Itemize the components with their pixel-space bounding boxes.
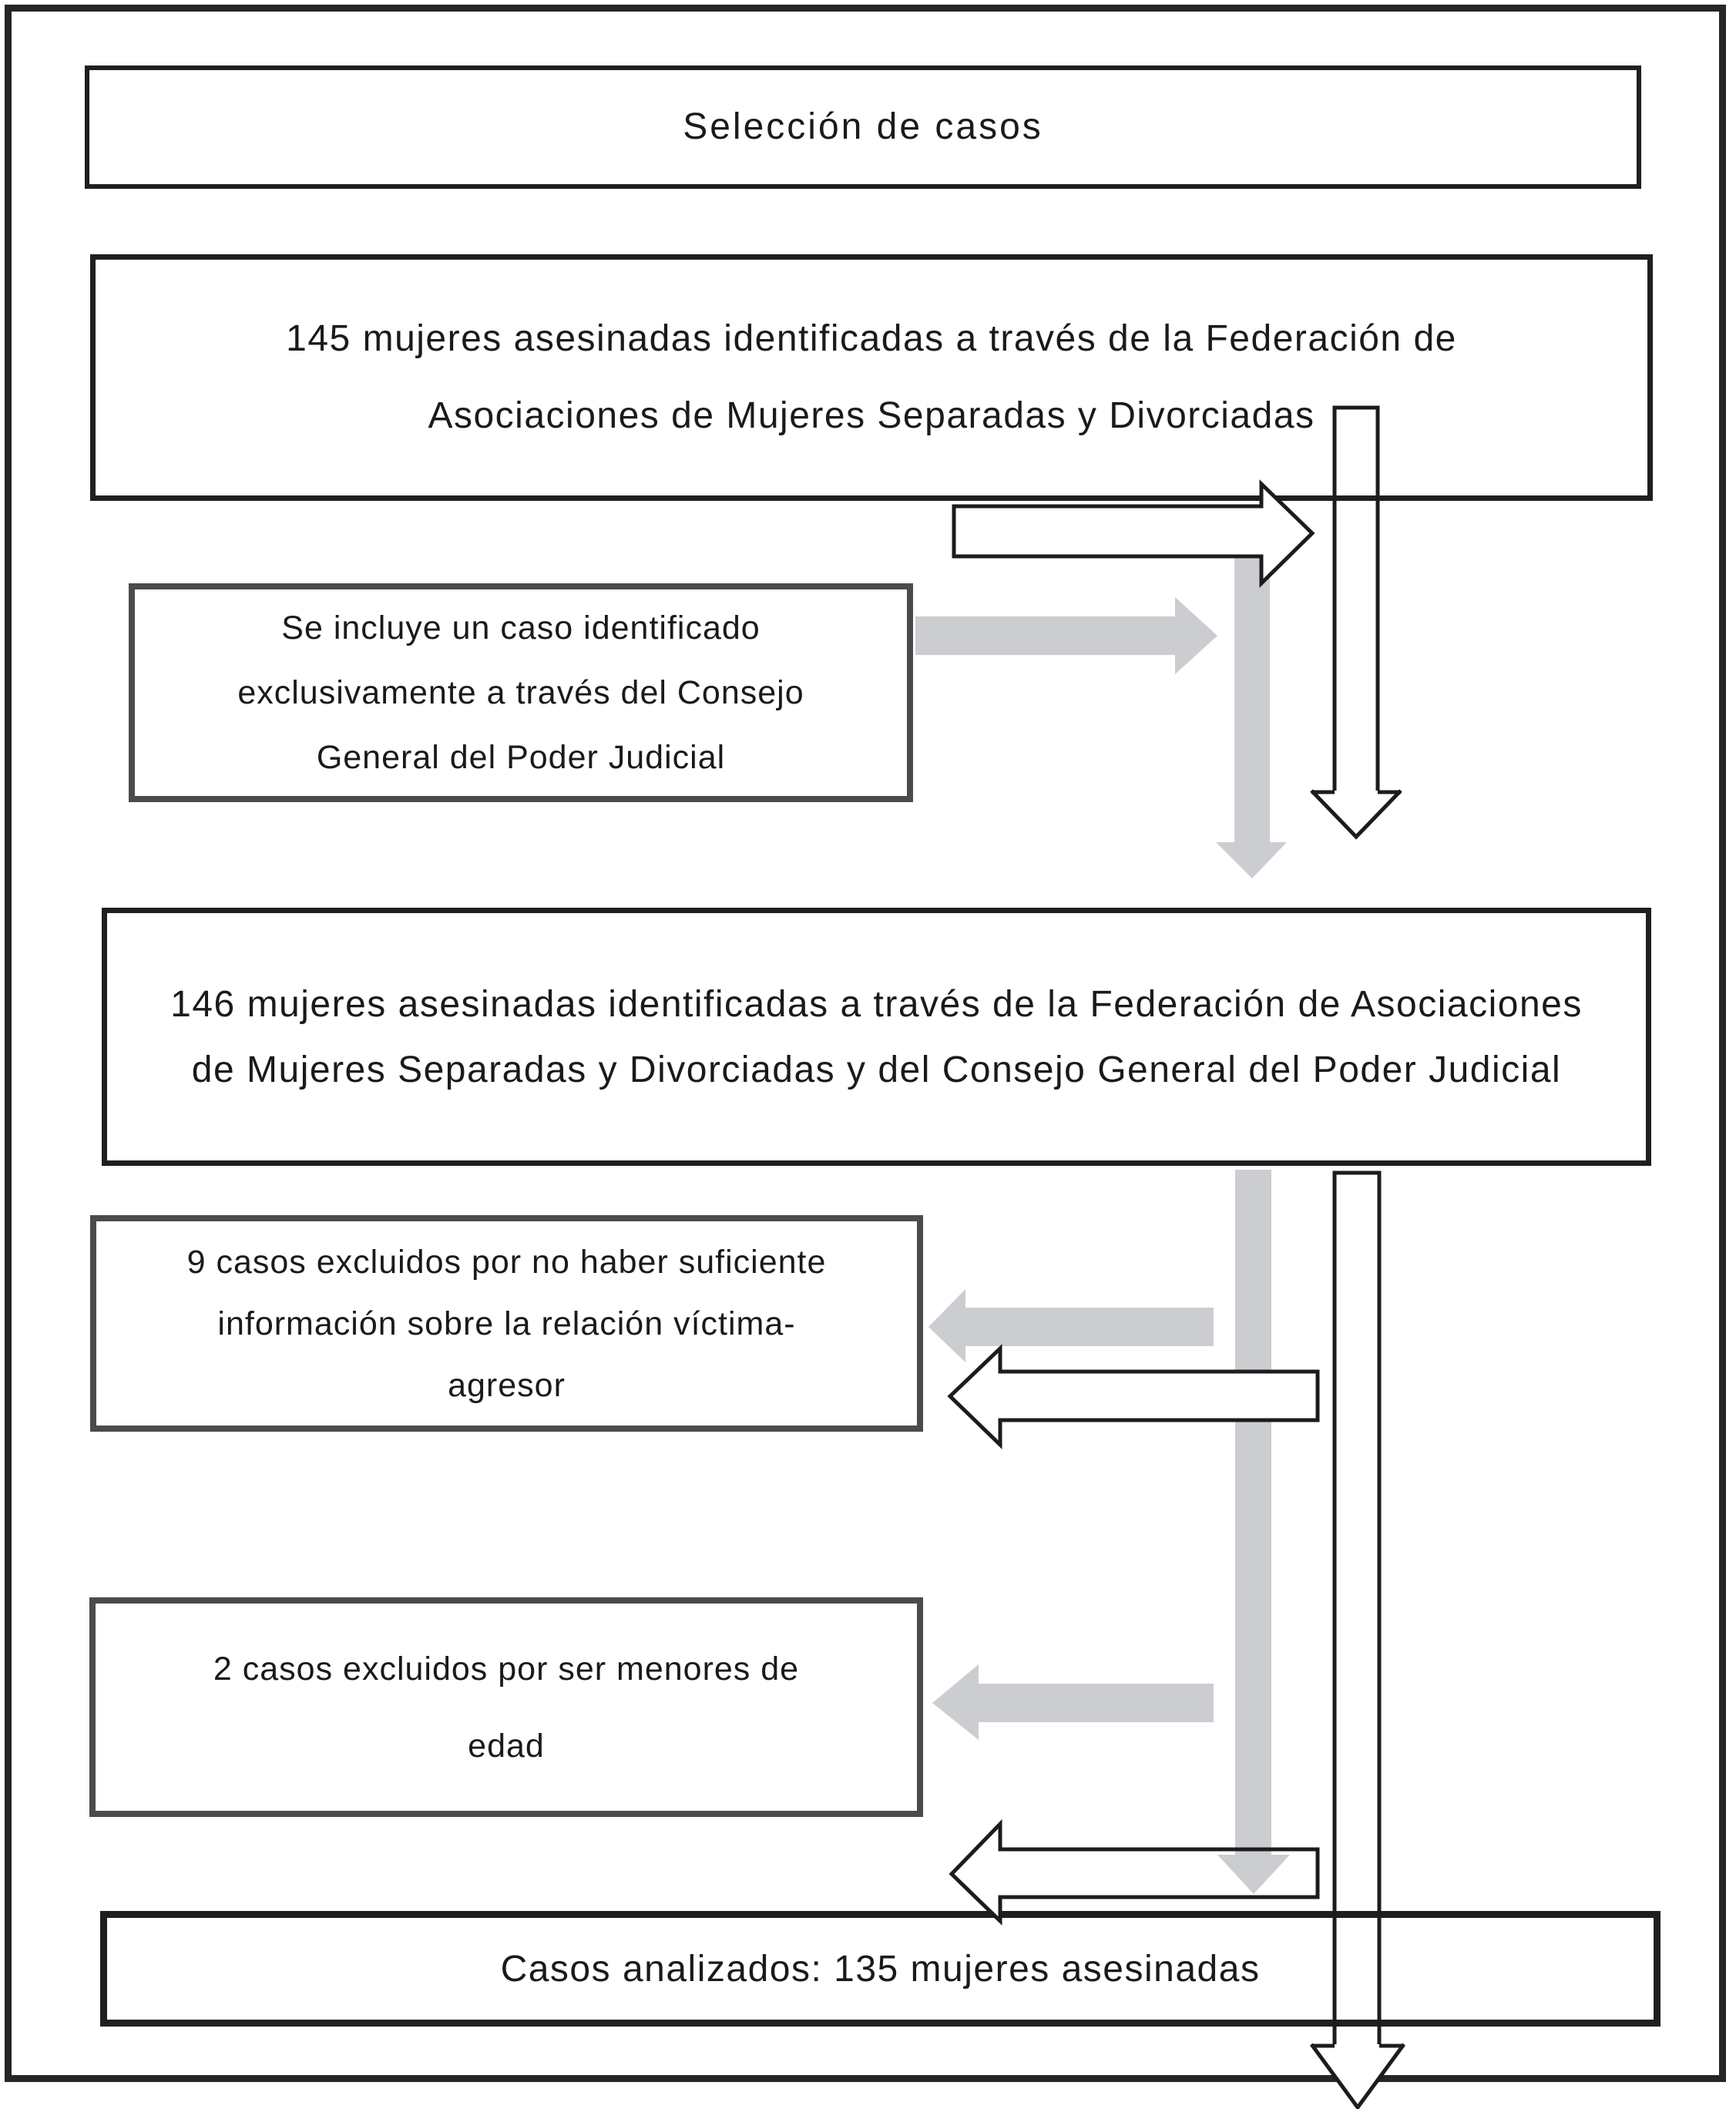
box-analizados-line-1: Casos analizados: 135 mujeres asesinadas xyxy=(500,1948,1261,1990)
box-146-line-2: de Mujeres Separadas y Divorciadas y del Consejo General del Poder Judicial xyxy=(191,1049,1562,1090)
title-box xyxy=(85,65,1641,189)
box-caso-incluido xyxy=(129,583,913,802)
box-2-line-1: 2 casos excluidos por ser menores de xyxy=(213,1650,800,1688)
box-2-excluidos xyxy=(89,1597,923,1817)
box-casos-analizados xyxy=(100,1911,1660,2027)
box-9-line-2: información sobre la relación víctima- xyxy=(217,1305,796,1342)
box-incluido-line-2: exclusivamente a través del Consejo xyxy=(237,674,804,711)
box-9-line-1: 9 casos excluidos por no haber suficiente xyxy=(186,1243,827,1281)
box-146-identificadas xyxy=(102,908,1651,1166)
box-145-line-2: Asociaciones de Mujeres Separadas y Divorciadas xyxy=(428,395,1315,436)
title-text: Selección de casos xyxy=(683,106,1043,147)
box-incluido-line-1: Se incluye un caso identificado xyxy=(281,610,761,646)
box-145-identificadas xyxy=(90,254,1653,501)
box-145-line-1: 145 mujeres asesinadas identificadas a través de la Federación de xyxy=(286,318,1457,359)
box-incluido-line-3: General del Poder Judicial xyxy=(316,739,726,776)
box-2-line-2: edad xyxy=(468,1727,545,1765)
box-9-excluidos xyxy=(90,1215,923,1432)
box-9-line-3: agresor xyxy=(448,1366,566,1404)
box-146-line-1: 146 mujeres asesinadas identificadas a través de la Federación de Asociaciones xyxy=(170,983,1583,1025)
